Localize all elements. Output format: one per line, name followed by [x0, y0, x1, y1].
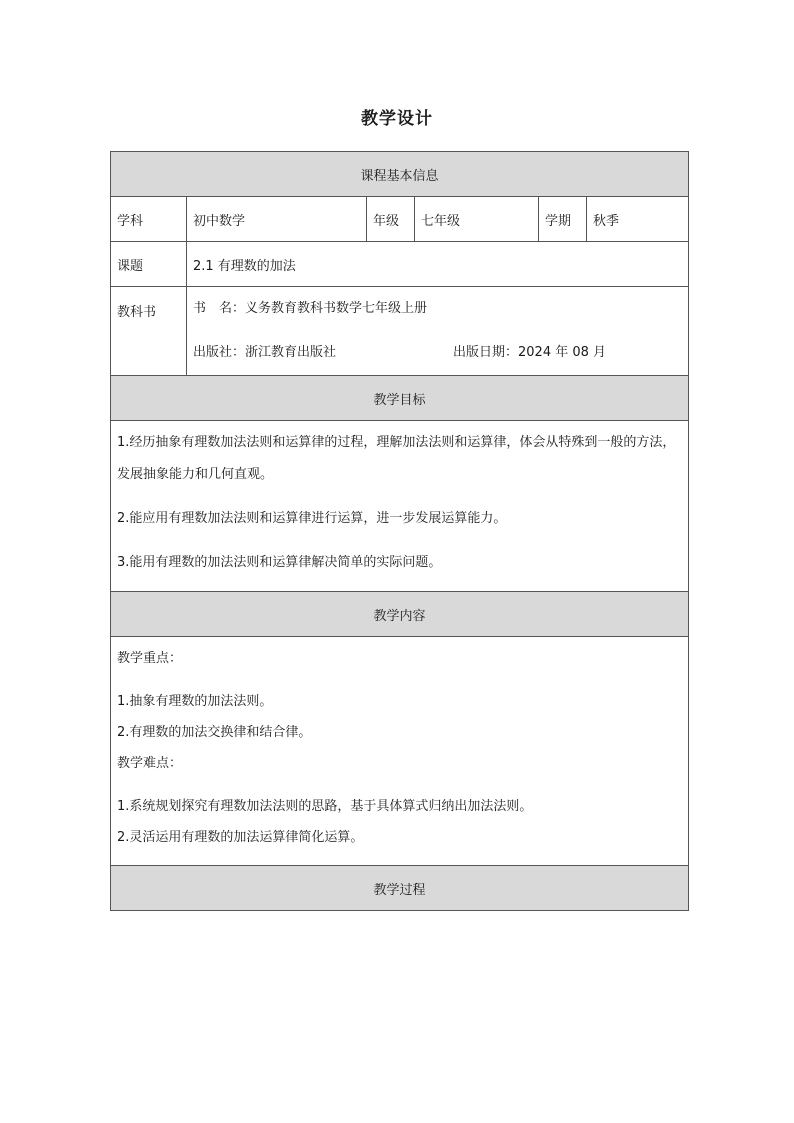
basic-info-header-row: [111, 152, 689, 197]
key-point-item: 1.抽象有理数的加法法则。: [117, 694, 273, 709]
term-label: 学期: [539, 197, 587, 242]
goal-item: 1.经历抽象有理数加法法则和运算律的过程，理解加法法则和运算律，体会从特殊到一般的方法，发展抽象能力和几何直观。: [117, 435, 676, 482]
subject-value: 初中数学: [187, 197, 367, 242]
publisher-info-line: [187, 331, 688, 375]
goals-row: [111, 421, 689, 592]
content-body: [111, 637, 689, 866]
difficulties-heading: 教学难点：: [117, 756, 183, 771]
key-points-heading: 教学重点：: [117, 651, 183, 666]
lesson-plan-table: [110, 151, 689, 911]
difficulty-item: 2.灵活运用有理数的加法运算律简化运算。: [117, 830, 364, 845]
goals-header: 教学目标: [111, 376, 689, 421]
key-point-item: 2.有理数的加法交换律和结合律。: [117, 725, 312, 740]
subject-row: [111, 197, 689, 242]
publisher-text: 出版社：浙江教育出版社: [193, 345, 337, 360]
document-title: 教学设计: [361, 109, 433, 129]
book-name-line: 书 名：义务教育教科书数学七年级上册: [193, 301, 428, 316]
grade-label: 年级: [367, 197, 415, 242]
grade-value: 七年级: [415, 197, 539, 242]
basic-info-header: 课程基本信息: [111, 152, 689, 197]
subject-label: 学科: [111, 197, 187, 242]
textbook-label: 教科书: [111, 287, 187, 376]
difficulty-item: 1.系统规划探究有理数加法法则的思路，基于具体算式归纳出加法法则。: [117, 799, 533, 814]
goals-body: [111, 421, 689, 592]
content-header-row: [111, 592, 689, 637]
term-value: 秋季: [587, 197, 689, 242]
content-header: 教学内容: [111, 592, 689, 637]
topic-value: 2.1 有理数的加法: [187, 242, 689, 287]
goals-header-row: [111, 376, 689, 421]
goal-item: 2.能应用有理数加法法则和运算律进行运算，进一步发展运算能力。: [117, 511, 507, 526]
content-row: [111, 637, 689, 866]
textbook-details: [187, 287, 689, 376]
goal-item: 3.能用有理数的加法法则和运算律解决简单的实际问题。: [117, 555, 442, 570]
process-header-row: [111, 866, 689, 911]
process-header: 教学过程: [111, 866, 689, 911]
topic-label: 课题: [111, 242, 187, 287]
textbook-row: [111, 287, 689, 376]
publish-date-text: 出版日期：2024 年 08 月: [453, 345, 607, 360]
topic-row: [111, 242, 689, 287]
